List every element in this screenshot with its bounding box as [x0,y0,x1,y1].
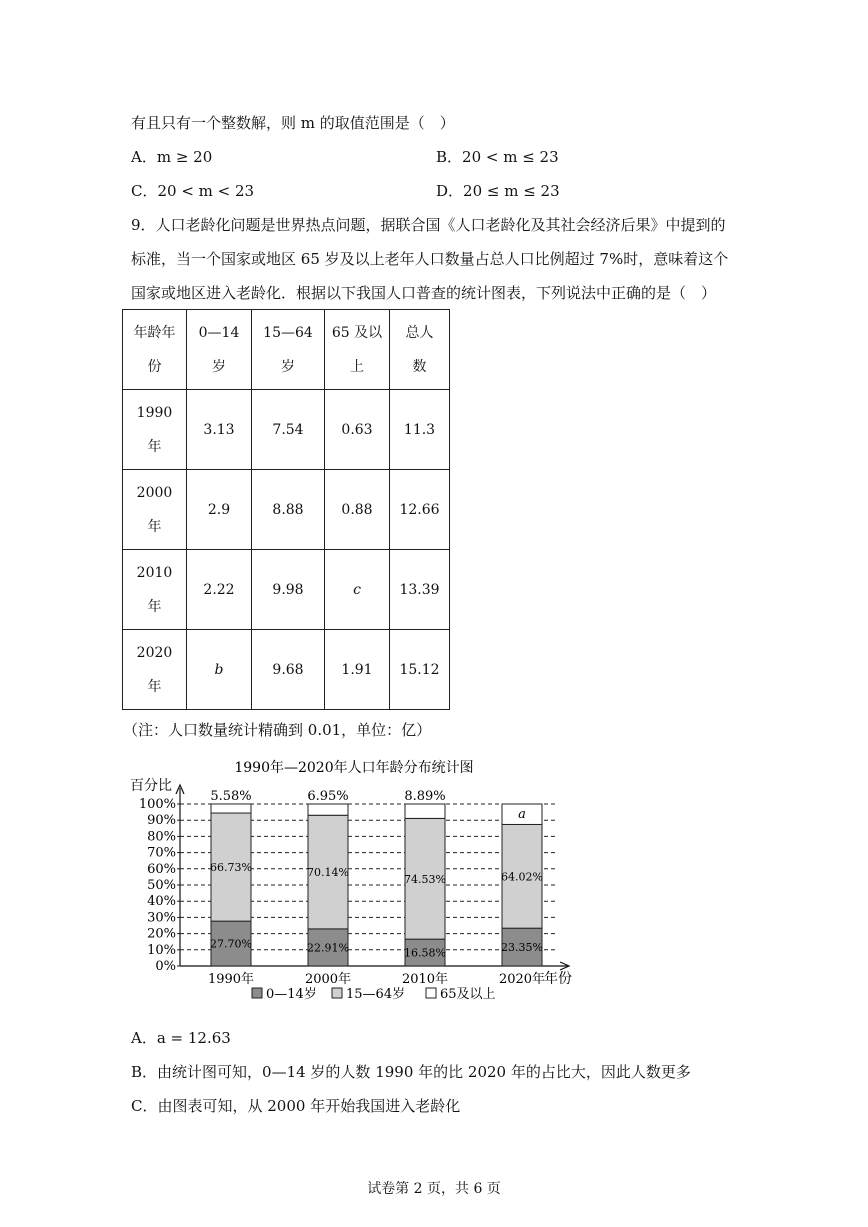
data-label: 6.95% [307,789,349,804]
y-tick-label: 60% [147,861,176,877]
q8-option-a: A．m ≥ 20 [131,148,213,166]
legend-label: 0—14岁 [266,987,317,1002]
answer-b: B．由统计图可知，0—14 岁的人数 1990 年的比 2020 年的占比大，因此人数更多 [131,1063,691,1081]
y-tick-label: 70% [147,845,176,861]
y-tick-label: 20% [147,926,176,942]
header-total: 总人 数 [390,310,450,390]
legend-swatch [332,988,342,998]
header-year: 年龄年 份 [123,310,187,390]
table-cell: 9.98 [252,550,325,630]
data-label: 5.58% [210,788,252,804]
y-tick-label: 40% [147,894,176,910]
table-row [123,630,450,710]
table-cell: 7.54 [252,390,325,470]
table-row [123,390,450,470]
bar-segment [211,804,251,813]
data-label: 70.14% [307,866,349,880]
table-cell: 1.91 [325,630,390,710]
q9-stem-line-3: 国家或地区进入老龄化．根据以下我国人口普查的统计图表，下列说法中正确的是（ ） [131,284,717,302]
data-label: 23.35% [501,941,543,955]
table-cell: 2.9 [187,470,252,550]
x-tick-label: 1990年 [207,972,255,987]
q8-option-b: B．20 < m ≤ 23 [436,148,559,166]
y-tick-label: 0% [155,959,176,974]
q9-stem-line-2: 标准，当一个国家或地区 65 岁及以上老年人口数量占总人口比例超过 7%时，意味着这个 [131,250,729,268]
bar-segment [405,804,445,818]
q9-stem-line-1: 9．人口老龄化问题是世界热点问题，据联合国《人口老龄化及其社会经济后果》中提到的 [131,216,726,234]
data-label: a [518,807,526,823]
table-cell: 11.3 [390,390,450,470]
y-tick-label: 90% [147,813,176,829]
bar-segment [308,804,348,815]
x-tick-label: 2010年 [401,972,449,987]
legend-swatch [252,988,262,998]
table-cell: 2.22 [187,550,252,630]
data-label: 8.89% [404,789,446,804]
population-table [122,309,450,710]
data-label: 27.70% [210,937,252,951]
x-tick-label: 2000年 [304,972,352,987]
table-row [123,470,450,550]
answer-a: A．a = 12.63 [131,1029,231,1047]
table-cell: 9.68 [252,630,325,710]
legend-label: 15—64岁 [346,987,406,1002]
data-label: 64.02% [501,870,543,884]
data-label: 66.73% [210,861,252,875]
y-tick-label: 100% [138,797,176,812]
header-65-plus: 65 及以 上 [325,310,390,390]
data-label: 74.53% [404,872,446,886]
row-year: 2000 年 [123,470,187,550]
y-axis-label: 百分比 [130,778,172,794]
data-label: 16.58% [404,946,446,960]
table-row [123,550,450,630]
y-tick-label: 10% [147,942,176,958]
q8-option-c: C．20 < m < 23 [131,182,255,200]
table-cell: 0.63 [325,390,390,470]
table-cell: 0.88 [325,470,390,550]
row-year: 1990 年 [123,390,187,470]
y-tick-label: 80% [147,829,176,845]
x-axis-label: 年份 [544,971,572,987]
row-year: 2010 年 [123,550,187,630]
y-tick-label: 50% [147,878,176,893]
table-note: （注：人口数量统计精确到 0.01，单位：亿） [123,721,432,739]
age-distribution-chart [124,752,594,1014]
table-cell: 12.66 [390,470,450,550]
table-cell: 13.39 [390,550,450,630]
table-cell: 3.13 [187,390,252,470]
header-0-14: 0—14 岁 [187,310,252,390]
data-label: 22.91% [307,941,349,955]
header-15-64: 15—64 岁 [252,310,325,390]
table-cell: c [325,550,390,630]
chart-title: 1990年—2020年人口年龄分布统计图 [234,760,474,776]
answer-c: C．由图表可知，从 2000 年开始我国进入老龄化 [131,1097,461,1115]
table-cell: 8.88 [252,470,325,550]
row-year: 2020 年 [123,630,187,710]
table-header-row [123,310,450,390]
legend-label: 65及以上 [440,987,496,1002]
table-cell: b [187,630,252,710]
q8-option-d: D．20 ≤ m ≤ 23 [436,182,560,200]
x-tick-label: 2020年 [498,972,546,987]
legend-swatch [426,988,436,998]
y-tick-label: 30% [147,910,176,926]
table-cell: 15.12 [390,630,450,710]
q8-tail: 有且只有一个整数解，则 m 的取值范围是（ ） [131,114,455,132]
page-footer: 试卷第 2 页，共 6 页 [367,1181,501,1197]
